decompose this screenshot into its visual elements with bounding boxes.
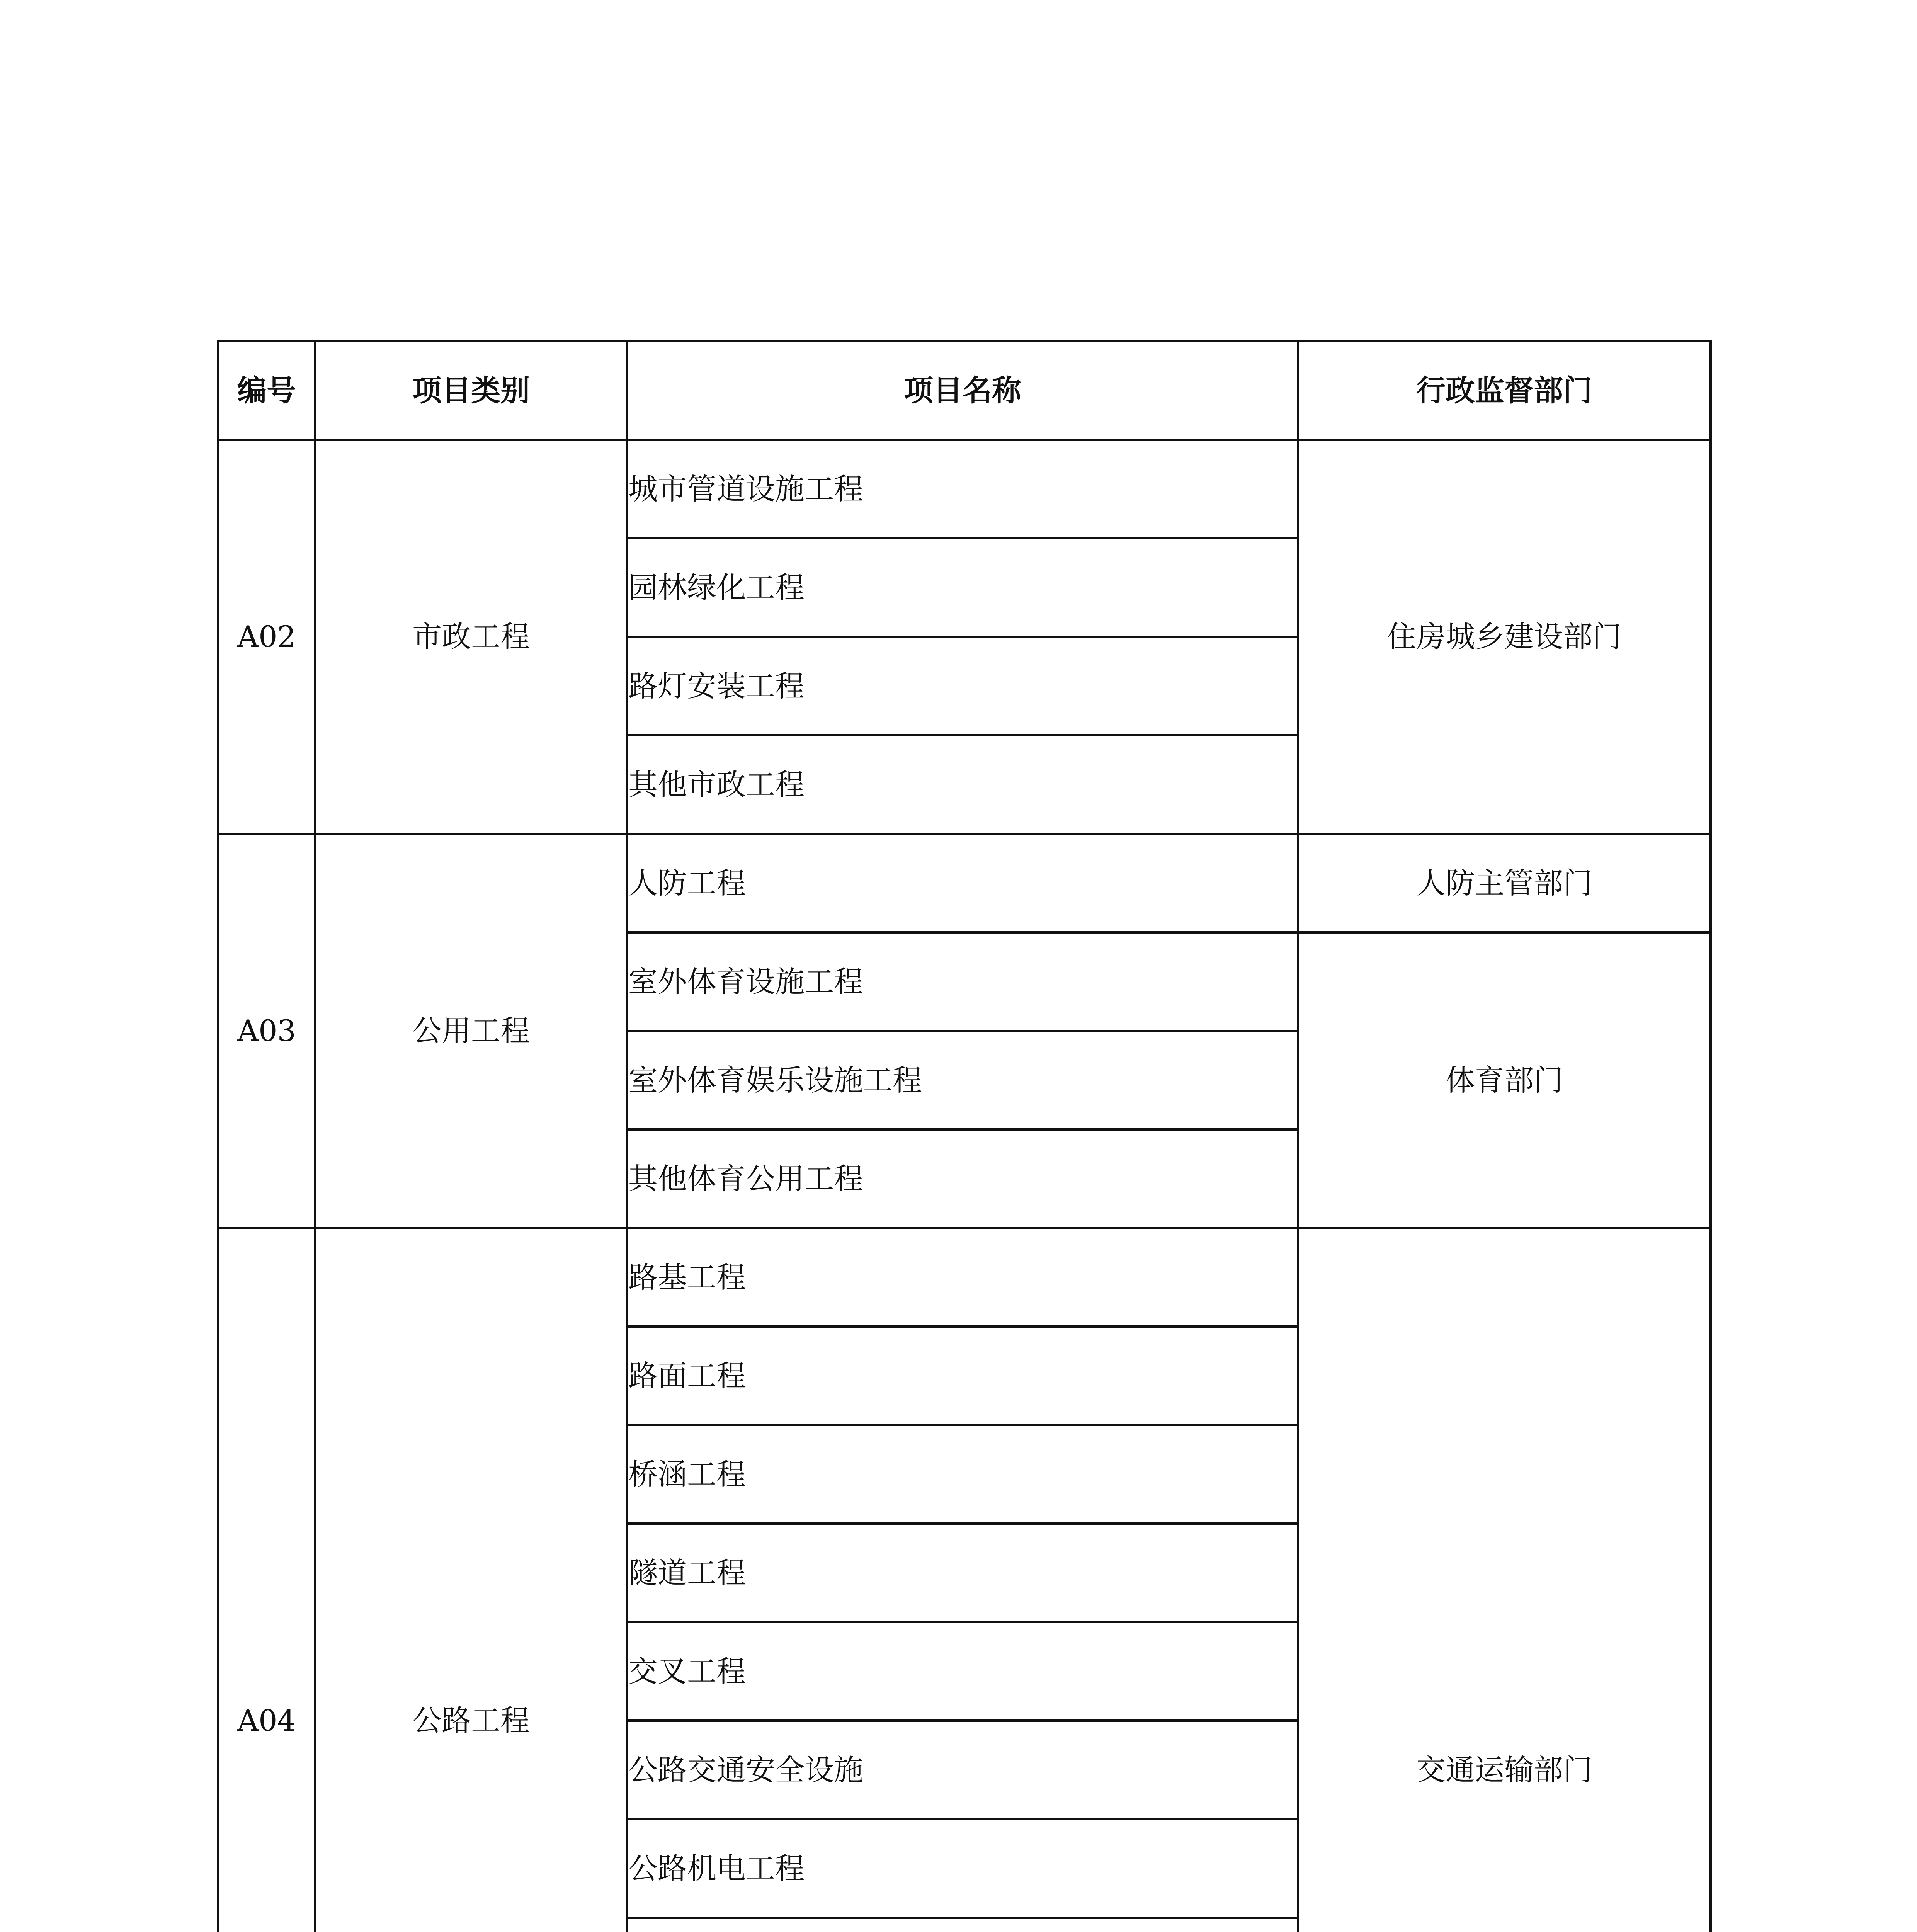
project-name: 室外体育设施工程 [627, 932, 1298, 1031]
project-name: 公路交通安全设施 [627, 1721, 1298, 1819]
header-category: 项目类别 [315, 341, 627, 440]
table-row [218, 834, 1711, 932]
project-name: 人防工程 [627, 834, 1298, 932]
project-table [217, 340, 1712, 1932]
group-no: A04 [218, 1228, 315, 1932]
group-category: 公路工程 [315, 1228, 627, 1932]
group-category: 公用工程 [315, 834, 627, 1228]
project-name: 路灯安装工程 [627, 637, 1298, 735]
project-name: 路面工程 [627, 1327, 1298, 1425]
group-no: A03 [218, 834, 315, 1228]
group-category: 市政工程 [315, 440, 627, 834]
project-name: 隧道工程 [627, 1524, 1298, 1622]
project-name: 室外体育娱乐设施工程 [627, 1031, 1298, 1129]
supervising-department: 体育部门 [1298, 932, 1711, 1228]
project-name: 交叉工程 [627, 1622, 1298, 1721]
supervising-department: 交通运输部门 [1298, 1228, 1711, 1932]
project-name: 其他体育公用工程 [627, 1129, 1298, 1228]
table-row [218, 1228, 1711, 1327]
table-row [218, 440, 1711, 538]
project-name: 园林绿化工程 [627, 538, 1298, 637]
project-name: 公路机电工程 [627, 1819, 1298, 1918]
project-name [627, 1918, 1298, 1932]
group-no: A02 [218, 440, 315, 834]
supervising-department: 住房城乡建设部门 [1298, 440, 1711, 834]
project-name: 城市管道设施工程 [627, 440, 1298, 538]
header-name: 项目名称 [627, 341, 1298, 440]
header-no: 编号 [218, 341, 315, 440]
supervising-department: 人防主管部门 [1298, 834, 1711, 932]
header-row [218, 341, 1711, 440]
project-name: 路基工程 [627, 1228, 1298, 1327]
project-name: 桥涵工程 [627, 1425, 1298, 1524]
header-department: 行政监督部门 [1298, 341, 1711, 440]
project-name: 其他市政工程 [627, 735, 1298, 834]
